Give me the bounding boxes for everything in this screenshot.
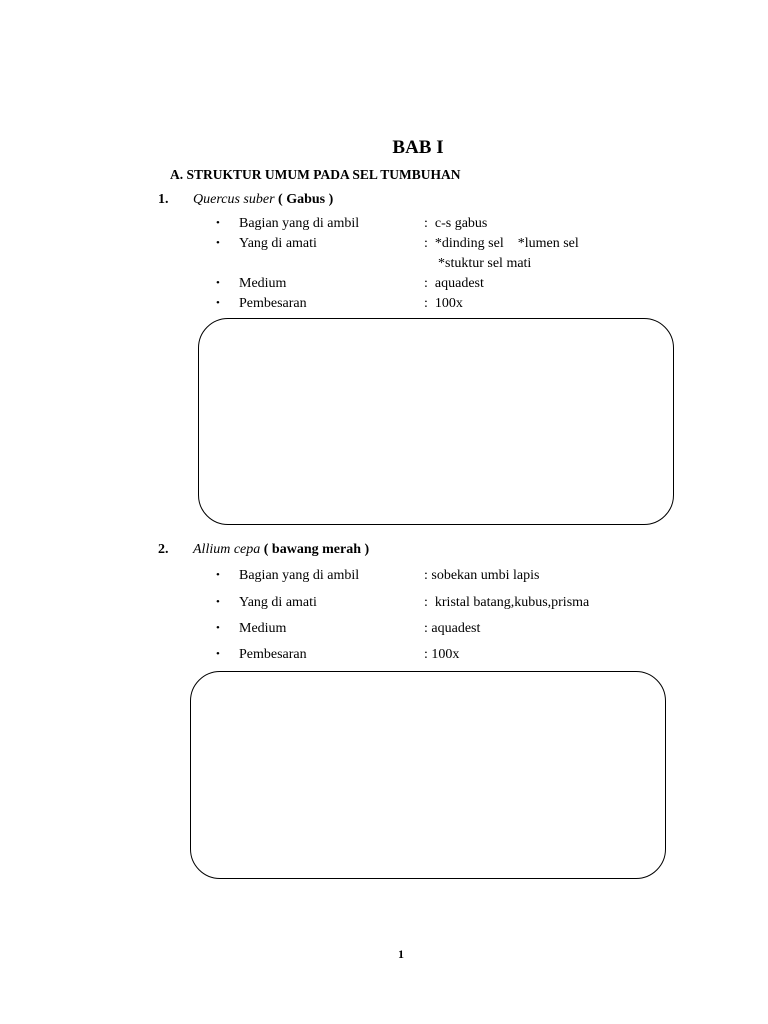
list-item — [0, 647, 768, 667]
bullet-icon: • — [216, 237, 220, 249]
item-label: Yang di amati — [239, 595, 317, 610]
bullet-icon: • — [216, 648, 220, 660]
bullet-icon: • — [216, 277, 220, 289]
drawing-box — [190, 671, 666, 879]
section-heading: A. STRUKTUR UMUM PADA SEL TUMBUHAN — [170, 167, 461, 182]
item-label: Bagian yang di ambil — [239, 216, 360, 231]
bullet-icon: • — [216, 622, 220, 634]
item-label: Bagian yang di ambil — [239, 568, 360, 583]
list-item-continuation — [0, 256, 768, 276]
item-value: : aquadest — [424, 276, 484, 291]
item-value: : kristal batang,kubus,prisma — [424, 595, 590, 610]
item-value: : sobekan umbi lapis — [424, 568, 540, 583]
item-title — [193, 192, 333, 208]
list-item — [0, 595, 768, 615]
list-item — [0, 568, 768, 588]
page-number: 1 — [398, 947, 404, 961]
list-item — [0, 621, 768, 641]
item-value: : c-s gabus — [424, 216, 488, 231]
list-item — [0, 216, 768, 236]
list-item — [0, 296, 768, 316]
bullet-icon: • — [216, 217, 220, 229]
item-number: 2. — [158, 542, 169, 557]
item-title — [193, 542, 369, 558]
drawing-box — [198, 318, 674, 525]
item-label: Pembesaran — [239, 647, 307, 662]
item-value: : 100x — [424, 647, 460, 662]
bullet-icon: • — [216, 596, 220, 608]
item-value: *stuktur sel mati — [424, 256, 532, 271]
bullet-icon: • — [216, 297, 220, 309]
bullet-icon: • — [216, 569, 220, 581]
species-name: Quercus suber — [193, 192, 275, 207]
item-number: 1. — [158, 192, 169, 207]
common-name: ( bawang merah ) — [260, 542, 370, 557]
item-value: : aquadest — [424, 621, 481, 636]
item-label: Medium — [239, 621, 287, 636]
item-value: : *dinding sel *lumen sel — [424, 236, 579, 251]
species-name: Allium cepa — [193, 542, 261, 557]
item-label: Medium — [239, 276, 287, 291]
item-value: : 100x — [424, 296, 463, 311]
list-item — [0, 276, 768, 296]
list-item — [0, 236, 768, 256]
item-label: Yang di amati — [239, 236, 317, 251]
common-name: ( Gabus ) — [274, 192, 334, 207]
chapter-title: BAB I — [392, 137, 444, 158]
item-label: Pembesaran — [239, 296, 307, 311]
